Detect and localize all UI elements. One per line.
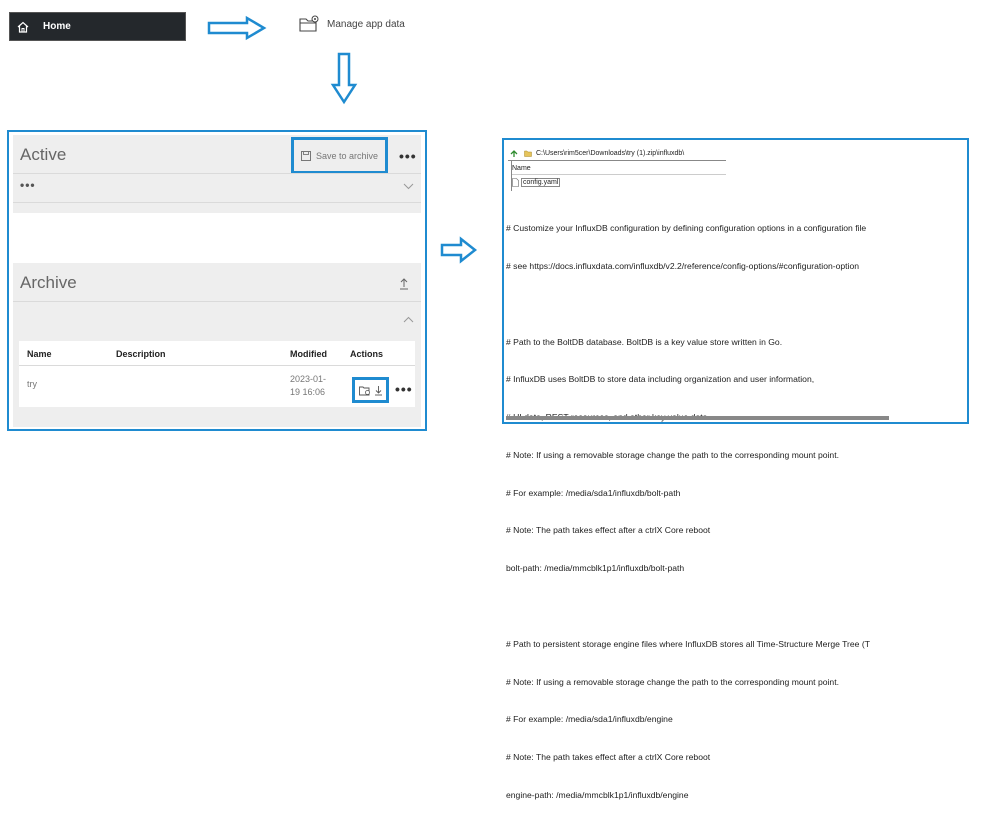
config-line: # Path to the BoltDB database. BoltDB is a key value store written in Go. — [506, 336, 783, 347]
active-row-menu[interactable]: ••• — [20, 178, 36, 192]
column-header-modified: Modified — [290, 349, 327, 359]
home-icon — [17, 20, 31, 34]
save-to-archive-button[interactable] — [291, 137, 388, 174]
row-modified-time: 19 16:06 — [290, 387, 326, 397]
column-header-description: Description — [116, 349, 166, 359]
folder-gear-icon — [299, 15, 321, 33]
arrow-down-icon — [330, 52, 358, 104]
row-more-button[interactable]: ••• — [395, 381, 413, 397]
divider — [13, 301, 421, 302]
archive-section — [13, 263, 421, 427]
active-section — [13, 135, 421, 213]
download-icon[interactable] — [374, 385, 383, 396]
active-title: Active — [20, 145, 67, 164]
config-line: # For example: /media/sda1/influxdb/bolt-path — [506, 487, 681, 498]
save-to-archive-label: Save to archive — [315, 150, 379, 161]
column-header-name: Name — [27, 349, 52, 359]
address-bar[interactable] — [508, 147, 726, 161]
config-line: # InfluxDB uses BoltDB to store data including organization and user information, — [506, 374, 815, 385]
config-file-panel — [502, 138, 969, 800]
config-line: # Note: If using a removable storage change the path to the corresponding mount point. — [506, 676, 839, 687]
upload-icon[interactable] — [399, 278, 409, 290]
folder-restore-icon[interactable] — [359, 385, 371, 396]
active-more-button[interactable]: ••• — [399, 148, 417, 164]
archive-table — [19, 341, 415, 407]
chevron-down-icon[interactable] — [403, 183, 414, 190]
save-icon — [301, 151, 311, 161]
config-line: # Customize your InfluxDB configuration by defining configuration options in a configuration file — [506, 223, 867, 234]
file-explorer — [508, 147, 726, 189]
config-line: bolt-path: /media/mmcblk1p1/influxdb/bolt-path — [506, 563, 685, 574]
config-line: # Path to persistent storage engine files where InfluxDB stores all Time-Structure Merge Tree (T — [506, 638, 870, 649]
file-icon — [512, 178, 519, 187]
address-path: C:\Users\rim5cer\Downloads\try (1).zip\influxdb\ — [536, 150, 685, 157]
divider — [13, 173, 421, 174]
arrow-right-icon — [440, 237, 478, 263]
column-header-actions: Actions — [350, 349, 384, 359]
config-file-content — [506, 197, 976, 827]
row-name: try — [27, 379, 37, 389]
manage-app-data-label: Manage app data — [327, 18, 405, 30]
divider — [13, 202, 421, 203]
config-line: engine-path: /media/mmcblk1p1/influxdb/engine — [506, 789, 689, 800]
horizontal-scrollbar[interactable] — [506, 416, 889, 420]
config-line — [506, 600, 976, 613]
folder-icon — [524, 150, 532, 157]
explorer-column-name: Name — [512, 165, 531, 172]
config-line: # For example: /media/sda1/influxdb/engine — [506, 714, 673, 725]
config-line: # Note: If using a removable storage change the path to the corresponding mount point. — [506, 449, 839, 460]
arrow-right-icon — [207, 16, 267, 40]
row-modified-date: 2023-01- — [290, 374, 327, 384]
file-name: config.yaml — [523, 179, 559, 186]
app-data-panel — [7, 130, 427, 431]
file-item[interactable] — [512, 177, 560, 188]
archive-title: Archive — [20, 273, 77, 292]
divider — [512, 174, 726, 175]
manage-app-data-link[interactable] — [299, 15, 405, 33]
config-line: # see https://docs.influxdata.com/influxdb/v2.2/reference/config-options/#configuration-option — [506, 260, 860, 271]
chevron-up-icon[interactable] — [403, 316, 414, 323]
config-line — [506, 298, 976, 311]
config-line: # Note: The path takes effect after a ctrlX Core reboot — [506, 752, 711, 763]
up-arrow-icon[interactable] — [510, 150, 518, 158]
divider — [19, 365, 415, 366]
row-actions — [352, 377, 389, 403]
home-label: Home — [43, 21, 71, 32]
home-nav-bar[interactable] — [9, 12, 186, 41]
config-line: # Note: The path takes effect after a ctrlX Core reboot — [506, 525, 711, 536]
